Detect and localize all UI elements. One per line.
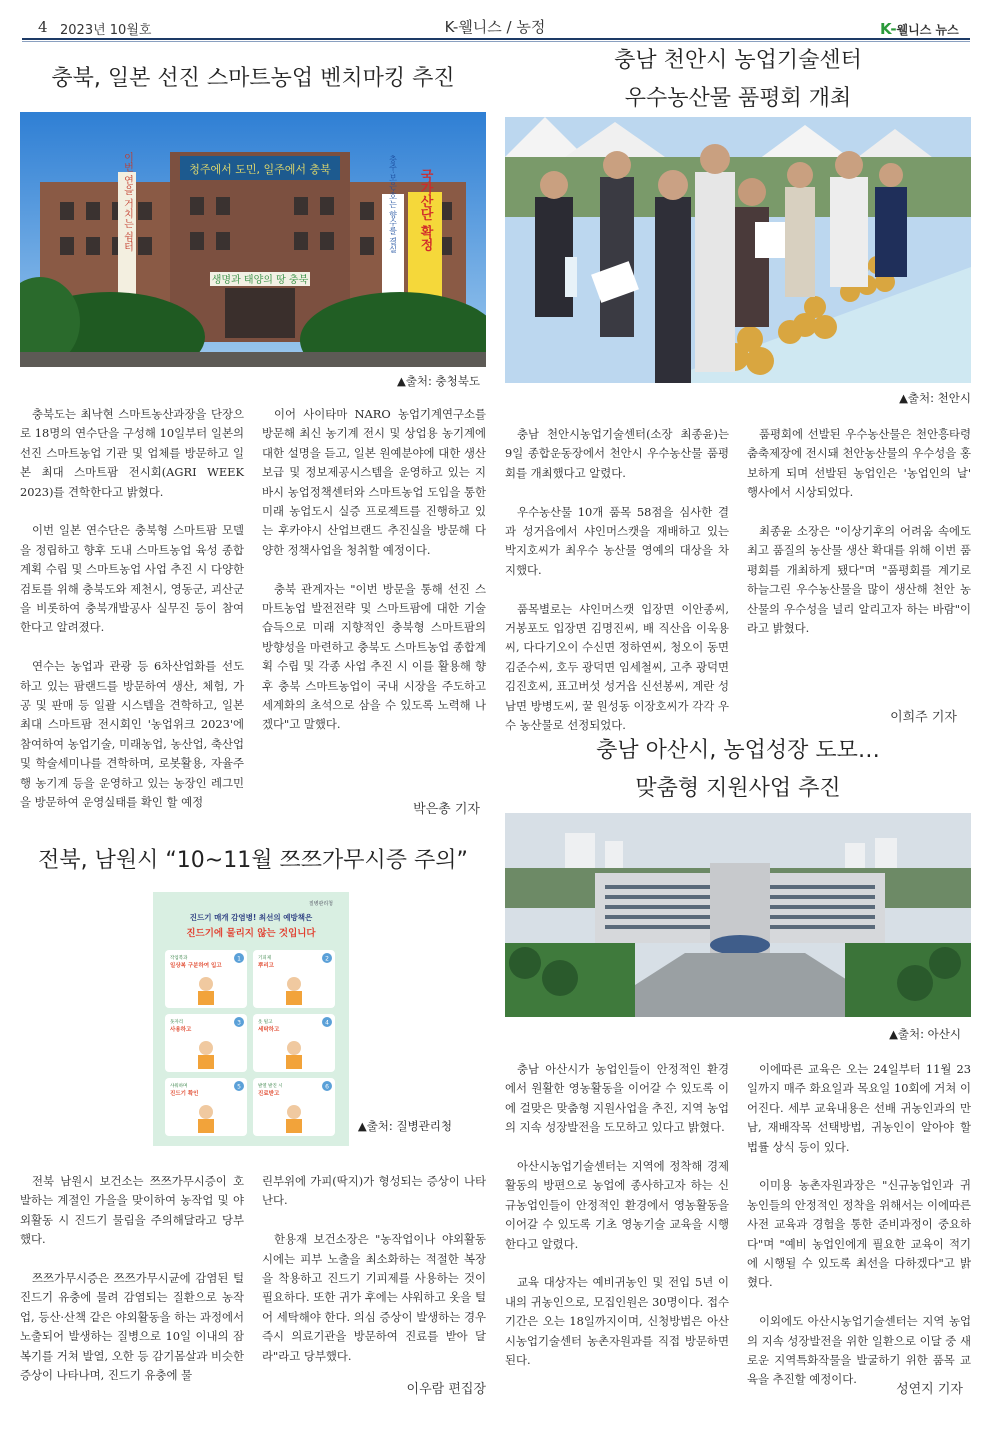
- poster-card-number: 3: [237, 1019, 241, 1027]
- provincial-office-building-image: [20, 112, 486, 367]
- photo-sign-main: 청주에서 도민, 일주에서 충북: [189, 163, 331, 176]
- paragraph: 충남 아산시가 농업인들이 안정적인 환경에서 원활한 영농활동을 이어갈 수 있도록 이에 걸맞은 맞춤형 지원사업을 추진, 지역 농업의 지속 성장발전을 도모하고 있다고 밝혔다.: [505, 1062, 729, 1135]
- article2-headline-line2: 우수농산물 품평회 개최: [624, 86, 852, 111]
- paragraph: 이미용 농촌자원과장은 "신규농업인과 귀농인들의 안정적인 정착을 위해서는 이에따른 사전 교육과 경험을 통한 준비과정이 중요하다"며 "예비 농업인에게 필요한 교육이 적기에 시행될 수 있도록 최선을 다하겠다"고 밝혔다.: [747, 1178, 971, 1290]
- photo-banner-right: 국가산단 확정: [417, 168, 433, 252]
- photo-banner-right-top: 충주·보은·호는 향수를 결실: [388, 154, 398, 254]
- paragraph: 연수는 농업과 관광 등 6차산업화를 선도하고 있는 팜랜드를 방문하여 생산, 체험, 가공 및 판매 등 일괄 시스템을 견학하고, 일본 최대 스마트팜 전시회인 '농업위크 2023'에 참여하여 농업기술, 미래농업, 농산업, 축산업 및 학술세미나를 견학하며, 로봇활용, 자율주행 농기계 등을 운영하고 있는 농장인 레그민을 방문하여 운영실태를 확인 할 예정: [20, 659, 244, 810]
- article2-headline-line1: 충남 천안시 농업기술센터: [614, 48, 862, 73]
- poster-card-number: 1: [237, 955, 241, 963]
- poster-headline2: 진드기에 물리지 않는 것입니다: [186, 928, 316, 939]
- poster-card-tag: 돗자리: [170, 1020, 184, 1025]
- photo-entrance-sign: 생명과 태양의 땅 충북: [211, 275, 309, 286]
- logo-text: 웰니스 뉴스: [896, 23, 959, 37]
- paragraph: 품목별로는 샤인머스캣 입장면 이안종씨, 거봉포도 입장면 김명진씨, 배 직산읍 이욱용씨, 다다기오이 수신면 정하연씨, 청오이 동면 김준수씨, 호두 광덕면 임세철씨, 고추 광덕면 김진호씨, 표고버섯 성거읍 신선봉씨, 계란 성남면 방병도씨, 꿀 원성동 이장호씨가 각각 우수 농산물로 선정되었다.: [505, 601, 729, 733]
- poster-card-label: 세탁하고: [258, 1027, 280, 1033]
- paragraph: 교육 대상자는 예비귀농인 및 전입 5년 이내의 귀농인으로, 모집인원은 30명이다. 접수기간은 오는 18일까지이며, 신청방법은 아산시농업기술센터 농촌자원과를 직접 방문하면 된다.: [505, 1275, 729, 1368]
- masthead-logo: [880, 20, 959, 38]
- poster-card-number: 2: [325, 955, 329, 963]
- tick-prevention-poster-image: [153, 892, 349, 1146]
- article2-photo: [505, 117, 971, 383]
- poster-card-number: 5: [237, 1083, 241, 1091]
- article1-column-right: [262, 405, 486, 754]
- poster-card-3: [165, 1014, 247, 1072]
- poster-card-label: 일상복 구분하여 입고: [170, 963, 222, 969]
- article4-column-right: [747, 1060, 971, 1409]
- article4-headline-line2: 맞춤형 지원사업 추진: [635, 776, 841, 801]
- logo-k-mark: K-: [880, 20, 897, 38]
- poster-card-label: 진료받고: [258, 1091, 280, 1097]
- paragraph: 이외에도 아산시농업기술센터는 지역 농업의 지속 성장발전을 위한 일환으로 이달 중 새로운 지역특화작물을 발굴하기 위한 품목 교육을 추진할 예정이다.: [747, 1314, 971, 1387]
- poster-card-number: 6: [325, 1083, 329, 1091]
- article1-photo-source: ▲출처: 충청북도: [396, 374, 480, 388]
- poster-card-number: 4: [325, 1019, 329, 1027]
- poster-card-tag: 작업복과: [170, 956, 188, 961]
- article3-column-left: [20, 1172, 244, 1405]
- article1-photo: [20, 112, 486, 367]
- article4-column-left: [505, 1060, 729, 1390]
- issue-date: 2023년 10월호: [60, 23, 152, 38]
- paragraph: 이에따른 교육은 오는 24일부터 11월 23일까지 매주 화요일과 목요일 10회에 거쳐 이어진다. 세부 교육내용은 선배 귀농인과의 만남, 재배작목 선택방법, 귀농인이 알아야 할 법률 상식 등이 있다.: [747, 1062, 971, 1154]
- page-number: 4: [38, 18, 48, 36]
- poster-card-2: [253, 950, 335, 1008]
- produce-fair-judging-image: [505, 117, 971, 383]
- article2-column-left: [505, 425, 729, 755]
- article1-column-left: [20, 405, 244, 832]
- poster-org: 질병관리청: [308, 901, 333, 907]
- poster-card-label: 사용하고: [170, 1027, 192, 1033]
- article3-poster-source: ▲출처: 질병관리청: [357, 1119, 452, 1133]
- article3-column-right: [262, 1172, 486, 1385]
- poster-card-tag: 기피제: [258, 956, 272, 961]
- paragraph: 최종윤 소장은 "이상기후의 어려움 속에도 최고 품질의 농산물 생산 확대를 위해 이번 품평회를 개최하게 됐다"며 "품평회를 계기로 하늘그린 우수농산물을 많이 생산해 천안 농산물의 우수성을 널리 알리고자 하는 바람"이라고 밝혔다.: [747, 524, 971, 636]
- poster-headline1: 진드기 매개 감염병! 최선의 예방책은: [189, 913, 313, 922]
- poster-card-4: [253, 1014, 335, 1072]
- section-title: K-웰니스 / 농정: [444, 18, 546, 36]
- paragraph: 린부위에 가피(딱지)가 형성되는 증상이 나타난다.: [262, 1174, 486, 1208]
- paragraph: 충북 관계자는 "이번 방문을 통해 선진 스마트농업 발전전략 및 스마트팜에 대한 기술 습득으로 미래 지향적인 충북형 스마트팜의 방향성을 마련하고 충북도 스마트농업 종합계획 수립 및 각종 사업 추진 시 이를 활용해 향후 충북 스마트농업이 국내 시장을 주도하고 세계화의 초석으로 삼을 수 있도록 노력해 나겠다"고 말했다.: [262, 581, 486, 732]
- poster-card-5: [165, 1078, 247, 1136]
- paragraph: 충남 천안시농업기술센터(소장 최종윤)는 9일 종합운동장에서 천안시 우수농산물 품평회를 개최했다고 알렸다.: [505, 427, 729, 480]
- article3-byline: 이우람 편집장: [406, 1382, 486, 1397]
- article4-photo-source: ▲출처: 아산시: [889, 1027, 961, 1041]
- poster-card-tag: 발열 발진 시: [258, 1084, 283, 1089]
- paragraph: 이어 사이타마 NARO 농업기계연구소를 방문해 최신 농기계 전시 및 상업용 농기계에 대한 설명을 듣고, 일본 원예분야에 대한 생산보급 및 정보제공시스템을 운영하고 있는 지바시 농업정책센터와 스마트농업 도입을 통한 미래 농업도시 실증 프로젝트를 진행하고 있는 후카야시 산업브랜드 추진실을 방문해 다양한 정책사업을 청취할 예정이다.: [262, 407, 486, 557]
- header-rule: [22, 38, 970, 40]
- asan-city-hall-aerial-image: [505, 813, 971, 1017]
- paragraph: 전북 남원시 보건소는 쯔쯔가무시증이 호발하는 계절인 가을을 맞이하여 농작업 및 야외활동 시 진드기 물림을 주의해달라고 당부했다.: [20, 1174, 244, 1247]
- article1-headline: 충북, 일본 선진 스마트농업 벤치마킹 추진: [51, 66, 455, 91]
- article4-byline: 성연지 기자: [896, 1382, 963, 1397]
- poster-card-tag: 옷 털고: [258, 1020, 273, 1025]
- article4-headline-line1: 충남 아산시, 농업성장 도모…: [596, 738, 880, 763]
- photo-banner-left: 이번 연을 거치는 쉼터: [121, 152, 133, 252]
- poster-card-label: 뿌리고: [258, 963, 274, 969]
- article2-photo-source: ▲출처: 천안시: [899, 391, 971, 405]
- paragraph: 쯔쯔가무시증은 쯔쯔가무시균에 감염된 털진드기 유충에 물려 감염되는 질환으로 농작업, 등산·산책 같은 야외활동을 하는 과정에서 노출되어 발생하는 질병으로 10일 이내의 잠복기를 거쳐 발열, 오한 등 감기몸살과 비슷한 증상이 나타나며, 진드기 유충에 물: [20, 1271, 244, 1383]
- paragraph: 충북도는 최낙현 스마트농산과장을 단장으로 18명의 연수단을 구성해 10일부터 일본의 선진 스마트농업 기관 및 업체를 방문하고 일본 최대 스마트팜 전시회(AGRI WEEK 2023)를 견학한다고 밝혔다.: [20, 407, 244, 499]
- paragraph: 이번 일본 연수단은 충북형 스마트팜 모델을 정립하고 향후 도내 스마트농업 육성 종합계획 수립 및 스마트농업 사업 추진 시 다양한 검토를 위해 충북도와 제천시, 영동군, 괴산군을 비롯하여 충북개발공사 실무진 등이 참여한다고 알려졌다.: [20, 523, 244, 635]
- article2-column-right: [747, 425, 971, 658]
- article3-poster: [153, 892, 349, 1146]
- article4-photo: [505, 813, 971, 1017]
- article3-headline: 전북, 남원시 “10~11월 쯔쯔가무시증 주의”: [38, 848, 468, 873]
- paragraph: 아산시농업기술센터는 지역에 정착해 경제활동의 방편으로 농업에 종사하고자 하는 신규농업인들이 안정적인 환경에서 영농활동을 이어갈 수 있도록 기초 영농기술 교육을 시행한다고 알렸다.: [505, 1159, 729, 1251]
- article2-byline: 이희주 기자: [890, 710, 957, 725]
- paragraph: 품평회에 선발된 우수농산물은 천안흥타령춤축제장에 전시돼 천안농산물의 우수성을 홍보하게 되며 선발된 농업인은 '농업인의 날' 행사에서 시상되었다.: [747, 427, 971, 500]
- poster-card-label: 진드기 확인: [170, 1091, 199, 1097]
- poster-card-1: [165, 950, 247, 1008]
- paragraph: 우수농산물 10개 품목 58점을 심사한 결과 성거읍에서 샤인머스캣을 재배하고 있는 박지호씨가 최우수 농산물 영예의 대상을 차지했다.: [505, 504, 729, 577]
- poster-card-tag: 샤워하며: [170, 1084, 188, 1089]
- paragraph: 한용재 보건소장은 "농작업이나 야외활동 시에는 피부 노출을 최소화하는 적절한 복장을 착용하고 진드기 기피제를 사용하는 것이 필요하다. 또한 귀가 후에는 샤워하고 옷을 털어 세탁해야 한다. 의심 증상이 발생하는 경우 즉시 의료기관을 방문하여 진료를 받아 달라"라고 당부했다.: [262, 1232, 486, 1363]
- article1-byline: 박은총 기자: [413, 802, 480, 817]
